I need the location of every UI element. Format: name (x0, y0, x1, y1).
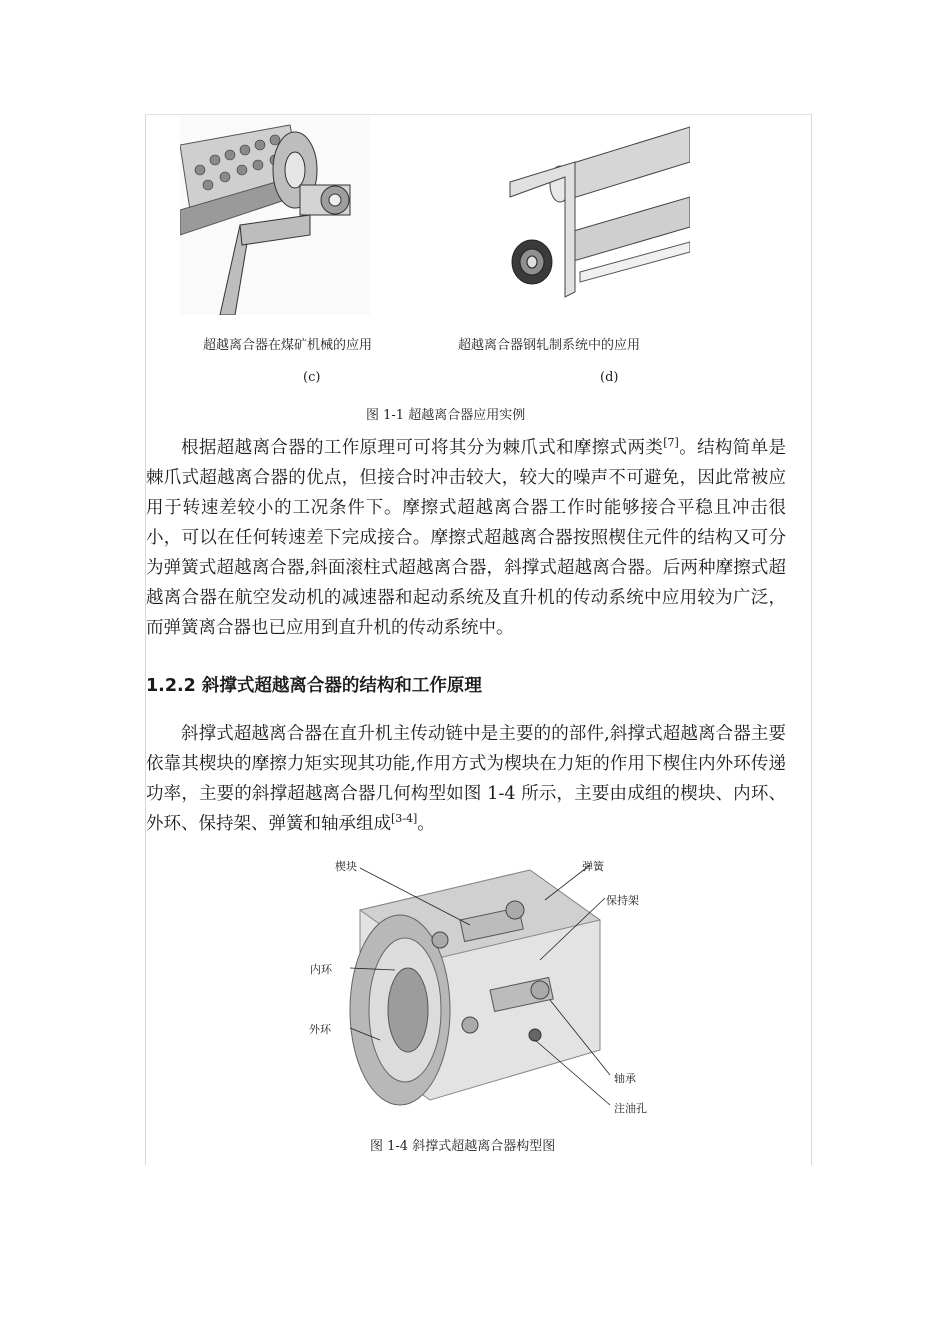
paragraph-2-text: 斜撑式超越离合器在直升机主传动链中是主要的的部件,斜撑式超越离合器主要依靠其楔块的摩擦力矩实现其功能,作用方式为楔块在力矩的作用下楔住内外环传递功率，主要的斜撑超越离合器几何构型如图 1-4 所示，主要由成组的楔块、内环、外环、保持架、弹簧和轴承组成 (146, 724, 786, 834)
figure-1-1-caption: 图 1-1 超越离合器应用实例 (366, 408, 526, 423)
label-inner-ring: 内环 (310, 963, 332, 976)
section-heading: 1.2.2 斜撑式超越离合器的结构和工作原理 (146, 676, 482, 696)
citation-ref: [7] (663, 436, 679, 450)
paragraph-2-text-after: 。 (417, 814, 435, 834)
figure-d-illustration (500, 122, 690, 302)
figure-d-caption: 超越离合器钢轧制系统中的应用 (458, 338, 641, 353)
paragraph-1-text: 根据超越离合器的工作原理可可将其分为棘爪式和摩擦式两类 (181, 438, 664, 458)
citation-ref: [3-4] (391, 812, 418, 826)
figure-c-caption: 超越离合器在煤矿机械的应用 (203, 338, 373, 353)
label-outer-ring: 外环 (309, 1023, 331, 1036)
label-oil-hole: 注油孔 (614, 1102, 647, 1115)
paragraph-1 (146, 433, 786, 643)
paragraph-2 (146, 719, 786, 839)
label-cage: 保持架 (606, 894, 639, 907)
paragraph-1-text-after: 。结构简单是棘爪式超越离合器的优点，但接合时冲击较大，较大的噪声不可避免，因此常被应用于转速差较小的工况条件下。摩擦式超越离合器工作时能够接合平稳且冲击很小，可以在任何转速差下完成接合。摩擦式超越离合器按照楔住元件的结构又可分为弹簧式超越离合器,斜面滚柱式超越离合器，斜撑式超越离合器。后两种摩擦式超越离合器在航空发动机的减速器和起动系统及直升机的传动系统中应用较为广泛，而弹簧离合器也已应用到直升机的传动系统中。 (146, 438, 787, 638)
clutch-housing (300, 185, 350, 215)
overrunning-clutch (512, 240, 552, 284)
bore (388, 968, 428, 1052)
label-bearing: 轴承 (614, 1072, 636, 1085)
figure-d-label: (d) (600, 370, 619, 385)
label-wedge: 楔块 (335, 860, 357, 873)
oil-hole (529, 1029, 541, 1041)
label-spring: 弹簧 (582, 860, 604, 873)
figure-c-illustration (180, 115, 370, 315)
figure-1-4-caption: 图 1-4 斜撑式超越离合器构型图 (370, 1139, 556, 1154)
figure-c-label: (c) (303, 370, 321, 385)
